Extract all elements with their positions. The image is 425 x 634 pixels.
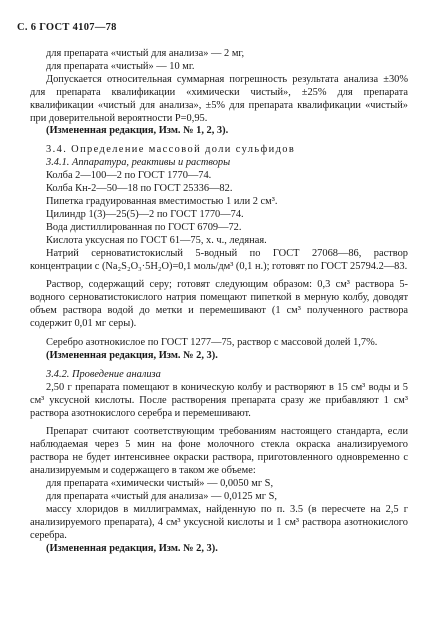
paragraph: 2,50 г препарата помещают в коническую колбу и растворяют в 15 см³ воды и 5 см³ уксусной кислоты. После растворения препарата сразу же прибавляют 1 см³ раствора азотнокислого серебра и перемешивают. bbox=[30, 381, 408, 419]
section-heading: 3.4. Определение массовой доли сульфидов bbox=[46, 144, 296, 156]
paragraph: Серебро азотнокислое по ГОСТ 1277—75, раствор с массовой долей 1,7%. bbox=[46, 337, 378, 349]
apparatus-item: Кислота уксусная по ГОСТ 61—75, х. ч., ледяная. bbox=[46, 234, 267, 246]
apparatus-item: Колба Кн-2—50—18 по ГОСТ 25336—82. bbox=[46, 183, 233, 195]
list-item: для препарата «химически чистый» — 0,0050 мг S, bbox=[46, 478, 274, 490]
paragraph: Допускается относительная суммарная погрешность результата анализа ±30% для препарата квалификации «химически чистый», ±25% для препарата квалификации «чистый для анализа», ±5% для препарата квалификации «чистый» при доверительной вероятности P=0,95. bbox=[30, 73, 408, 124]
paragraph: Раствор, содержащий серу; готовят следующим образом: 0,3 см³ раствора 5-водного серноватистокислого натрия помещают пипеткой в мерную колбу, доводят объем раствора водой до метки и перемешивают (1 см³ полученного раствора содержит 0,01 мг серы). bbox=[30, 279, 408, 330]
text-line: для препарата «чистый» — 10 мг. bbox=[46, 60, 195, 72]
document-body bbox=[30, 48, 408, 556]
amendment-note: (Измененная редакция, Изм. № 2, 3). bbox=[46, 349, 218, 361]
paragraph: Препарат считают соответствующим требованиям настоящего стандарта, если наблюдаемая через 5 мин на фоне молочного стекла окраска анализируемого раствора не будет интенсивнее окраски раствора, приготовленного одновременно с анализируемым и содержащего в таком же объеме: bbox=[30, 426, 408, 477]
apparatus-item: Колба 2—100—2 по ГОСТ 1770—74. bbox=[46, 170, 212, 182]
text-line: для препарата «чистый для анализа» — 2 мг, bbox=[46, 48, 245, 59]
paragraph: Натрий серноватистокислый 5-водный по ГОСТ 27068—86, раствор концентрации с (Na₂S₂O₃·5H₂O)=0,1 моль/дм³ (0,1 н.); готовят по ГОСТ 25794.2—83. bbox=[30, 247, 408, 272]
amendment-note: (Измененная редакция, Изм. № 1, 2, 3). bbox=[46, 125, 229, 137]
subsection-heading: 3.4.1. Аппаратура, реактивы и растворы bbox=[46, 157, 231, 169]
apparatus-item: Пипетка градуированная вместимостью 1 или 2 см³. bbox=[46, 195, 278, 207]
subsection-heading: 3.4.2. Проведение анализа bbox=[46, 368, 161, 380]
amendment-note: (Измененная редакция, Изм. № 2, 3). bbox=[46, 542, 218, 554]
apparatus-item: Вода дистиллированная по ГОСТ 6709—72. bbox=[46, 221, 242, 233]
apparatus-item: Цилиндр 1(3)—25(5)—2 по ГОСТ 1770—74. bbox=[46, 208, 244, 220]
list-item: для препарата «чистый для анализа» — 0,0125 мг S, bbox=[46, 491, 278, 502]
page-header: С. 6 ГОСТ 4107—78 bbox=[17, 22, 117, 33]
paragraph: массу хлоридов в миллиграммах, найденную по п. 3.5 (в пересчете на 2,5 г анализируемого препарата), 4 см³ уксусной кислоты и 1 см³ раствора азотнокислого серебра. bbox=[30, 503, 408, 541]
